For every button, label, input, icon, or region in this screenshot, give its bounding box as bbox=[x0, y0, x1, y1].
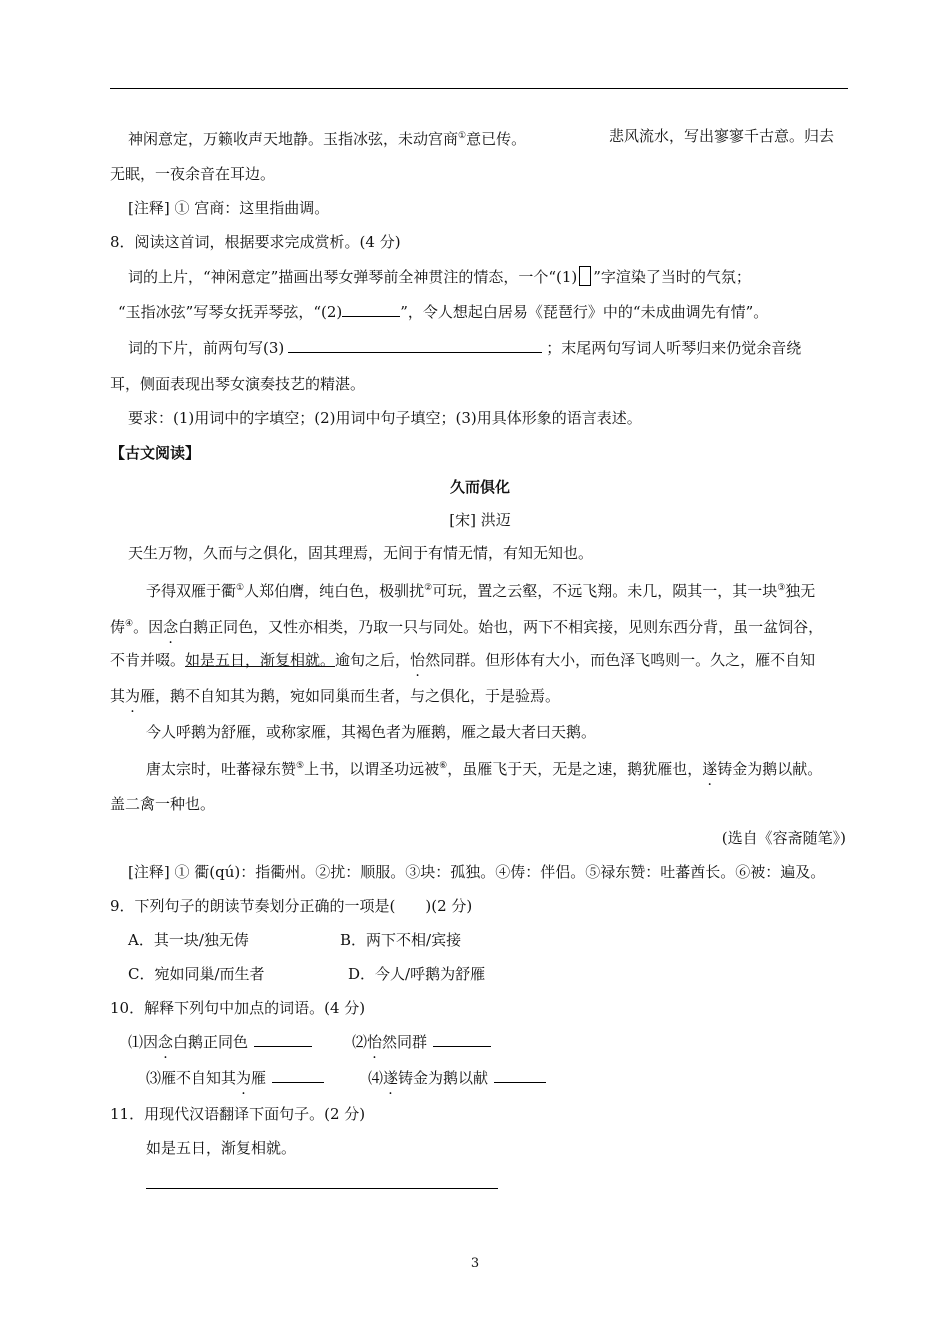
text-run: ⑴因 bbox=[128, 1033, 159, 1051]
passage-p3: 今人呼鹅为舒雁，或称家雁，其褐色者为雁鹅，雁之最大者曰天鹅。 bbox=[146, 723, 597, 741]
text-run: 然同群 bbox=[382, 1033, 428, 1051]
passage-source: (选自《容斋随笔》) bbox=[721, 829, 846, 847]
dotted-word-yi: 怡 bbox=[367, 1033, 383, 1051]
q11-title: 11．用现代汉语翻译下面句子。(2 分) bbox=[110, 1105, 366, 1123]
footnote-marker: ② bbox=[424, 583, 433, 593]
poem-line-1-part-a: 神闲意定，万籁收声天地静。玉指冰弦，未动宫商 bbox=[128, 130, 459, 148]
q8-paragraph-2 bbox=[118, 302, 768, 322]
footnote-marker: ① bbox=[236, 583, 245, 593]
dotted-word-wei: 为 bbox=[125, 687, 141, 705]
q10-answer-1[interactable] bbox=[254, 1032, 312, 1047]
q8-blank-1-box[interactable] bbox=[579, 266, 591, 286]
q10-answer-3[interactable] bbox=[272, 1068, 324, 1083]
dotted-word-sui: 遂 bbox=[702, 760, 718, 778]
text-run: 予得双雁于衢 bbox=[146, 582, 237, 600]
passage-p4-line2: 盖二禽一种也。 bbox=[110, 795, 216, 813]
footnote-marker: ⑥ bbox=[439, 761, 448, 771]
footnote-marker: ① bbox=[458, 131, 467, 141]
text-run: 上书，以谓圣功远被 bbox=[304, 760, 440, 778]
passage-p4-line1 bbox=[146, 756, 822, 779]
q8-paragraph-4: 耳，侧面表现出琴女演奏技艺的精湛。 bbox=[110, 375, 366, 393]
dotted-word-wei: 为 bbox=[236, 1069, 252, 1087]
dotted-word-nian: 念 bbox=[158, 1033, 174, 1051]
text-run: 雁，鹅不自知其为鹅，宛如同巢而生者，与之俱化，于是验焉。 bbox=[140, 687, 561, 705]
passage-title: 久而俱化 bbox=[449, 478, 510, 496]
q8-blank-3[interactable] bbox=[288, 338, 542, 353]
q8-p2-text-a: “玉指冰弦”写琴女抚弄琴弦，“(2) bbox=[118, 303, 343, 321]
text-run: 白鹅正同色，又性亦相类，乃取一只与同处。始也，两下不相宾接，见则东西分背，虽一盆饲谷， bbox=[178, 618, 824, 636]
dotted-word-yi: 怡 bbox=[410, 651, 426, 669]
underlined-sentence: 如是五日，渐复相就。 bbox=[185, 651, 336, 669]
passage-notes: [注释] ① 衢(qú)：指衢州。②扰：顺服。③块：孤独。④俦：伴侣。⑤禄东赞：吐蕃酋长。⑥被：遍及。 bbox=[128, 863, 826, 881]
text-run: 可玩，置之云壑，不远飞翔。未几，陨其一，其一块 bbox=[432, 582, 778, 600]
passage-p1: 天生万物，久而与之俱化，固其理焉，无间于有情无情，有知无知也。 bbox=[128, 544, 594, 562]
text-run: 俦 bbox=[110, 618, 126, 636]
q11-answer-line[interactable] bbox=[146, 1188, 498, 1189]
q8-title: 8．阅读这首词，根据要求完成赏析。(4 分) bbox=[110, 233, 401, 251]
poem-line-1 bbox=[128, 126, 526, 149]
dotted-word-sui: 遂 bbox=[383, 1069, 399, 1087]
q10-item-4 bbox=[368, 1068, 546, 1088]
passage-p2-line2 bbox=[110, 614, 823, 637]
text-run: ⑵ bbox=[352, 1033, 368, 1051]
text-run: 雁 bbox=[251, 1069, 267, 1087]
text-run: 。因 bbox=[133, 618, 164, 636]
q10-answer-4[interactable] bbox=[494, 1068, 546, 1083]
text-run: 白鹅正同色 bbox=[173, 1033, 249, 1051]
text-run: 其 bbox=[110, 687, 126, 705]
q8-paragraph-1 bbox=[128, 266, 751, 287]
text-run: 铸金为鹅以献 bbox=[398, 1069, 489, 1087]
q10-title: 10．解释下列句中加点的词语。(4 分) bbox=[110, 999, 366, 1017]
q8-requirement: 要求：(1)用词中的字填空；(2)用词中句子填空；(3)用具体形象的语言表述。 bbox=[128, 409, 642, 427]
q10-item-1 bbox=[128, 1032, 312, 1052]
q9-option-c[interactable]: C．宛如同巢/而生者 bbox=[128, 965, 265, 983]
q9-option-b[interactable]: B．两下不相/宾接 bbox=[340, 931, 462, 949]
q10-answer-2[interactable] bbox=[433, 1032, 491, 1047]
poem-line-1-part-b: 意已传。 bbox=[466, 130, 527, 148]
header-rule bbox=[110, 88, 848, 89]
q8-p2-text-b: ”，令人想起白居易《琵琶行》中的“未成曲调先有情”。 bbox=[400, 303, 769, 321]
text-run: ，虽雁飞于天，无是之速，鹅犹雁也， bbox=[447, 760, 703, 778]
text-run: 然同群。但形体有大小，而色泽飞鸣则一。久之，雁不自知 bbox=[425, 651, 816, 669]
text-run: 唐太宗时，吐蕃禄东赞 bbox=[146, 760, 297, 778]
q8-p3-text-a: 词的下片，前两句写(3) bbox=[128, 339, 285, 357]
q8-p1-text-a: 词的上片，“神闲意定”描画出琴女弹琴前全神贯注的情态，一个“(1) bbox=[128, 268, 578, 286]
passage-p2-line4 bbox=[110, 686, 560, 706]
text-run: 逾旬之后， bbox=[335, 651, 411, 669]
q11-sentence: 如是五日，渐复相就。 bbox=[146, 1139, 297, 1157]
q8-p3-text-b: ；末尾两句写词人听琴归来仍觉余音绕 bbox=[546, 339, 802, 357]
text-run: ⑶雁不自知其 bbox=[146, 1069, 237, 1087]
q10-item-3 bbox=[146, 1068, 324, 1088]
q9-option-a[interactable]: A．其一块/独无俦 bbox=[128, 931, 249, 949]
text-run: 铸金为鹅以献。 bbox=[717, 760, 823, 778]
section-heading: 【古文阅读】 bbox=[110, 444, 201, 462]
q8-paragraph-3 bbox=[128, 338, 801, 358]
passage-p2-line3 bbox=[110, 650, 815, 670]
q9-option-d[interactable]: D．今人/呼鹅为舒雁 bbox=[348, 965, 486, 983]
text-run: 人郑伯膺，纯白色，极驯扰 bbox=[244, 582, 425, 600]
passage-author: [宋] 洪迈 bbox=[449, 511, 511, 529]
dotted-word-nian: 念 bbox=[163, 618, 179, 636]
poem-line-2: 无眠，一夜余音在耳边。 bbox=[110, 165, 276, 183]
footnote-marker: ③ bbox=[777, 583, 786, 593]
q8-blank-2[interactable] bbox=[342, 302, 400, 317]
q8-p1-text-b: ”字渲染了当时的气氛； bbox=[593, 268, 751, 286]
text-run: 独无 bbox=[785, 582, 816, 600]
page-number: 3 bbox=[470, 1256, 480, 1271]
q9-title: 9．下列句子的朗读节奏划分正确的一项是( )(2 分) bbox=[110, 897, 473, 915]
text-run: 不肯并啜。 bbox=[110, 651, 186, 669]
footnote-marker: ⑤ bbox=[296, 761, 305, 771]
q10-item-2 bbox=[352, 1032, 491, 1052]
footnote-marker: ④ bbox=[125, 619, 134, 629]
poem-line-1-part-c: 悲风流水，写出寥寥千古意。归去 bbox=[609, 127, 835, 145]
passage-p2-line1 bbox=[146, 578, 815, 601]
text-run: ⑷ bbox=[368, 1069, 384, 1087]
poem-note: [注释] ① 宫商：这里指曲调。 bbox=[128, 199, 330, 217]
